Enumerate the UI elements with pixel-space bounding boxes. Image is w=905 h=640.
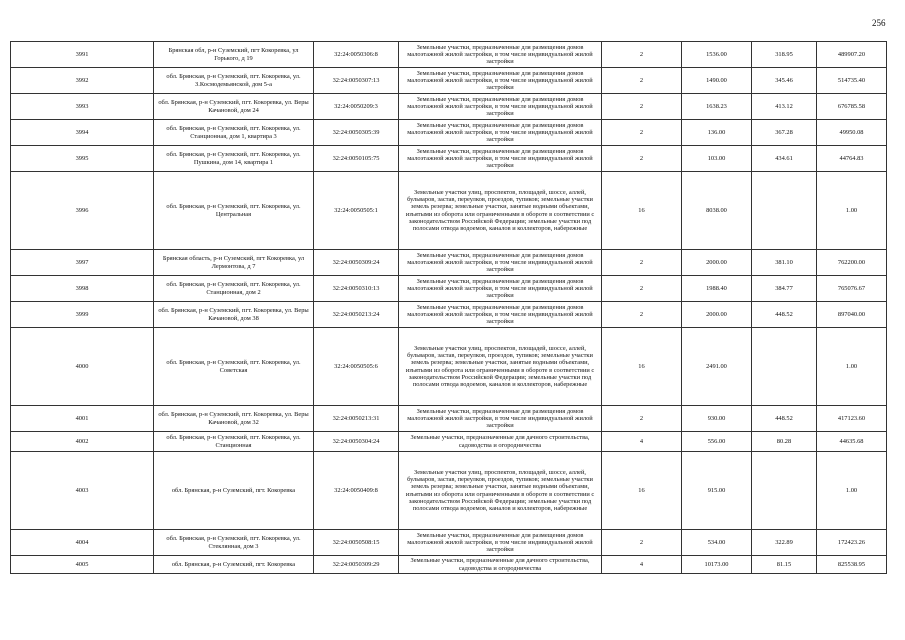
cadastral-number-cell: 32:24:0050309:24 <box>314 250 399 276</box>
land-use-cell: Земельные участки, предназначенные для размещения домов малоэтажной жилой застройки, в том числе индивидуальной жилой застройки <box>399 302 602 328</box>
specific-value-cell <box>752 172 817 250</box>
table-row <box>11 556 887 574</box>
group-cell: 2 <box>602 68 682 94</box>
table-row <box>11 94 887 120</box>
land-use-cell: Земельные участки, предназначенные для размещения домов малоэтажной жилой застройки, в том числе индивидуальной жилой застройки <box>399 406 602 432</box>
row-number-cell: 4003 <box>11 452 154 530</box>
row-number-cell: 3991 <box>11 42 154 68</box>
area-cell: 2000.00 <box>682 250 752 276</box>
group-cell: 2 <box>602 406 682 432</box>
land-use-cell: Земельные участки улиц, проспектов, площадей, шоссе, аллей, бульваров, застав, переулков, проездов, тупиков; земельные участки земель резерва; земельные участки, занятые водными объектами, изъятыми из оборота или ограниченными в обороте в соответствии с законодательством Российской Федерации; земельные участки под полосами отвода водоемов, каналов и коллекторов, набережные <box>399 452 602 530</box>
specific-value-cell: 345.46 <box>752 68 817 94</box>
group-cell: 4 <box>602 432 682 452</box>
land-use-cell: Земельные участки, предназначенные для дачного строительства, садоводства и огородничества <box>399 432 602 452</box>
cadastral-cost-cell: 49950.08 <box>817 120 887 146</box>
cadastral-cost-cell: 172423.26 <box>817 530 887 556</box>
specific-value-cell: 81.15 <box>752 556 817 574</box>
cadastral-number-cell: 32:24:0050508:15 <box>314 530 399 556</box>
area-cell: 1490.00 <box>682 68 752 94</box>
address-cell: обл. Брянская, р-н Суземский, пгт. Кокоревка, ул. Стеклянная, дом 3 <box>154 530 314 556</box>
cadastral-number-cell: 32:24:0050310:13 <box>314 276 399 302</box>
cadastral-cost-cell: 1.00 <box>817 172 887 250</box>
address-cell: обл. Брянская, р-н Суземский, пгт. Кокоревка, ул. Веры Качановой, дом 24 <box>154 94 314 120</box>
area-cell: 556.00 <box>682 432 752 452</box>
group-cell: 2 <box>602 302 682 328</box>
row-number-cell: 4002 <box>11 432 154 452</box>
land-use-cell: Земельные участки, предназначенные для размещения домов малоэтажной жилой застройки, в том числе индивидуальной жилой застройки <box>399 146 602 172</box>
row-number-cell: 3996 <box>11 172 154 250</box>
group-cell: 16 <box>602 452 682 530</box>
area-cell: 8038.00 <box>682 172 752 250</box>
land-use-cell: Земельные участки, предназначенные для дачного строительства, садоводства и огородничества <box>399 556 602 574</box>
cadastral-cost-cell: 825538.95 <box>817 556 887 574</box>
row-number-cell: 3995 <box>11 146 154 172</box>
specific-value-cell: 448.52 <box>752 406 817 432</box>
specific-value-cell: 381.10 <box>752 250 817 276</box>
area-cell: 10173.00 <box>682 556 752 574</box>
cadastral-cost-cell: 676785.58 <box>817 94 887 120</box>
cadastral-number-cell: 32:24:0050304:24 <box>314 432 399 452</box>
group-cell: 2 <box>602 42 682 68</box>
group-cell: 2 <box>602 146 682 172</box>
cadastral-number-cell: 32:24:0050209:3 <box>314 94 399 120</box>
land-use-cell: Земельные участки улиц, проспектов, площадей, шоссе, аллей, бульваров, застав, переулков, проездов, тупиков; земельные участки земель резерва; земельные участки, занятые водными объектами, изъятыми из оборота или ограниченными в обороте в соответствии с законодательством Российской Федерации; земельные участки под полосами отвода водоемов, каналов и коллекторов, набережные <box>399 172 602 250</box>
address-cell: обл. Брянская, р-н Суземский, пгт. Кокоревка <box>154 556 314 574</box>
table-row <box>11 406 887 432</box>
row-number-cell: 4000 <box>11 328 154 406</box>
land-use-cell: Земельные участки, предназначенные для размещения домов малоэтажной жилой застройки, в том числе индивидуальной жилой застройки <box>399 530 602 556</box>
address-cell: обл. Брянская, р-н Суземский, пгт. Кокоревка, ул. Советская <box>154 328 314 406</box>
group-cell: 16 <box>602 172 682 250</box>
group-cell: 2 <box>602 94 682 120</box>
group-cell: 16 <box>602 328 682 406</box>
table-row <box>11 42 887 68</box>
cadastral-cost-cell: 1.00 <box>817 452 887 530</box>
table-row <box>11 452 887 530</box>
address-cell: обл. Брянская, р-н Суземский, пгт. Кокоревка, ул. З.Космодемьянской, дом 5-а <box>154 68 314 94</box>
address-cell: обл. Брянская, р-н Суземский, пгт. Кокоревка, ул. Станционная <box>154 432 314 452</box>
area-cell: 2491.00 <box>682 328 752 406</box>
specific-value-cell: 318.95 <box>752 42 817 68</box>
address-cell: обл. Брянская, р-н Суземский, пгт. Кокоревка, ул. Веры Качановой, дом 38 <box>154 302 314 328</box>
specific-value-cell: 80.28 <box>752 432 817 452</box>
cadastral-cost-cell: 44764.83 <box>817 146 887 172</box>
group-cell: 4 <box>602 556 682 574</box>
row-number-cell: 3992 <box>11 68 154 94</box>
row-number-cell: 3997 <box>11 250 154 276</box>
specific-value-cell: 384.77 <box>752 276 817 302</box>
row-number-cell: 4004 <box>11 530 154 556</box>
table-row <box>11 146 887 172</box>
group-cell: 2 <box>602 250 682 276</box>
area-cell: 915.00 <box>682 452 752 530</box>
land-use-cell: Земельные участки улиц, проспектов, площадей, шоссе, аллей, бульваров, застав, переулков, проездов, тупиков; земельные участки земель резерва; земельные участки, занятые водными объектами, изъятыми из оборота или ограниченными в обороте в соответствии с законодательством Российской Федерации; земельные участки под полосами отвода водоемов, каналов и коллекторов, набережные <box>399 328 602 406</box>
area-cell: 1536.00 <box>682 42 752 68</box>
address-cell: обл. Брянская, р-н Суземский, пгт. Кокоревка <box>154 452 314 530</box>
land-use-cell: Земельные участки, предназначенные для размещения домов малоэтажной жилой застройки, в том числе индивидуальной жилой застройки <box>399 42 602 68</box>
cadastral-cost-cell: 44635.68 <box>817 432 887 452</box>
area-cell: 930.00 <box>682 406 752 432</box>
table-body <box>11 42 887 574</box>
specific-value-cell <box>752 452 817 530</box>
table-row <box>11 302 887 328</box>
address-cell: Брянская область, р-н Суземский, пгт Кокоревка, ул Лермонтова, д 7 <box>154 250 314 276</box>
land-use-cell: Земельные участки, предназначенные для размещения домов малоэтажной жилой застройки, в том числе индивидуальной жилой застройки <box>399 68 602 94</box>
table-row <box>11 530 887 556</box>
row-number-cell: 3993 <box>11 94 154 120</box>
cadastral-number-cell: 32:24:0050309:29 <box>314 556 399 574</box>
land-use-cell: Земельные участки, предназначенные для размещения домов малоэтажной жилой застройки, в том числе индивидуальной жилой застройки <box>399 120 602 146</box>
cadastral-cost-cell: 1.00 <box>817 328 887 406</box>
area-cell: 136.00 <box>682 120 752 146</box>
table-row <box>11 250 887 276</box>
row-number-cell: 3998 <box>11 276 154 302</box>
specific-value-cell: 322.89 <box>752 530 817 556</box>
cadastral-cost-cell: 417123.60 <box>817 406 887 432</box>
cadastral-number-cell: 32:24:0050307:13 <box>314 68 399 94</box>
address-cell: Брянская обл, р-н Суземский, пгт Кокоревка, ул Горького, д 19 <box>154 42 314 68</box>
row-number-cell: 3999 <box>11 302 154 328</box>
address-cell: обл. Брянская, р-н Суземский, пгт. Кокоревка, ул. Веры Качановой, дом 32 <box>154 406 314 432</box>
group-cell: 2 <box>602 276 682 302</box>
table-row <box>11 68 887 94</box>
cadastral-number-cell: 32:24:0050213:24 <box>314 302 399 328</box>
cadastral-cost-cell: 897040.00 <box>817 302 887 328</box>
cadastral-number-cell: 32:24:0050306:8 <box>314 42 399 68</box>
area-cell: 534.00 <box>682 530 752 556</box>
specific-value-cell: 448.52 <box>752 302 817 328</box>
specific-value-cell: 434.61 <box>752 146 817 172</box>
row-number-cell: 4005 <box>11 556 154 574</box>
specific-value-cell: 367.28 <box>752 120 817 146</box>
land-use-cell: Земельные участки, предназначенные для размещения домов малоэтажной жилой застройки, в том числе индивидуальной жилой застройки <box>399 94 602 120</box>
address-cell: обл. Брянская, р-н Суземский, пгт. Кокоревка, ул. Станционная, дом 1, квартира 3 <box>154 120 314 146</box>
group-cell: 2 <box>602 530 682 556</box>
table-row <box>11 276 887 302</box>
land-use-cell: Земельные участки, предназначенные для размещения домов малоэтажной жилой застройки, в том числе индивидуальной жилой застройки <box>399 250 602 276</box>
area-cell: 1638.23 <box>682 94 752 120</box>
row-number-cell: 4001 <box>11 406 154 432</box>
cadastral-number-cell: 32:24:0050213:31 <box>314 406 399 432</box>
cadastral-cost-cell: 489907.20 <box>817 42 887 68</box>
cadastral-cost-cell: 514735.40 <box>817 68 887 94</box>
cadastral-number-cell: 32:24:0050505:6 <box>314 328 399 406</box>
table-row <box>11 328 887 406</box>
table-row <box>11 172 887 250</box>
cadastral-number-cell: 32:24:0050409:8 <box>314 452 399 530</box>
row-number-cell: 3994 <box>11 120 154 146</box>
area-cell: 103.00 <box>682 146 752 172</box>
specific-value-cell <box>752 328 817 406</box>
cadastral-cost-cell: 765076.67 <box>817 276 887 302</box>
area-cell: 2000.00 <box>682 302 752 328</box>
specific-value-cell: 413.12 <box>752 94 817 120</box>
table-row <box>11 432 887 452</box>
land-use-cell: Земельные участки, предназначенные для размещения домов малоэтажной жилой застройки, в том числе индивидуальной жилой застройки <box>399 276 602 302</box>
address-cell: обл. Брянская, р-н Суземский, пгт. Кокоревка, ул. Центральная <box>154 172 314 250</box>
cadastral-number-cell: 32:24:0050305:39 <box>314 120 399 146</box>
group-cell: 2 <box>602 120 682 146</box>
cadastral-value-table <box>10 41 887 574</box>
cadastral-number-cell: 32:24:0050105:75 <box>314 146 399 172</box>
address-cell: обл. Брянская, р-н Суземский, пгт. Кокоревка, ул. Станционная, дом 2 <box>154 276 314 302</box>
address-cell: обл. Брянская, р-н Суземский, пгт. Кокоревка, ул. Пушкина, дом 14, квартира 1 <box>154 146 314 172</box>
area-cell: 1988.40 <box>682 276 752 302</box>
cadastral-cost-cell: 762200.00 <box>817 250 887 276</box>
cadastral-number-cell: 32:24:0050505:1 <box>314 172 399 250</box>
page-number: 256 <box>872 18 886 28</box>
table-row <box>11 120 887 146</box>
